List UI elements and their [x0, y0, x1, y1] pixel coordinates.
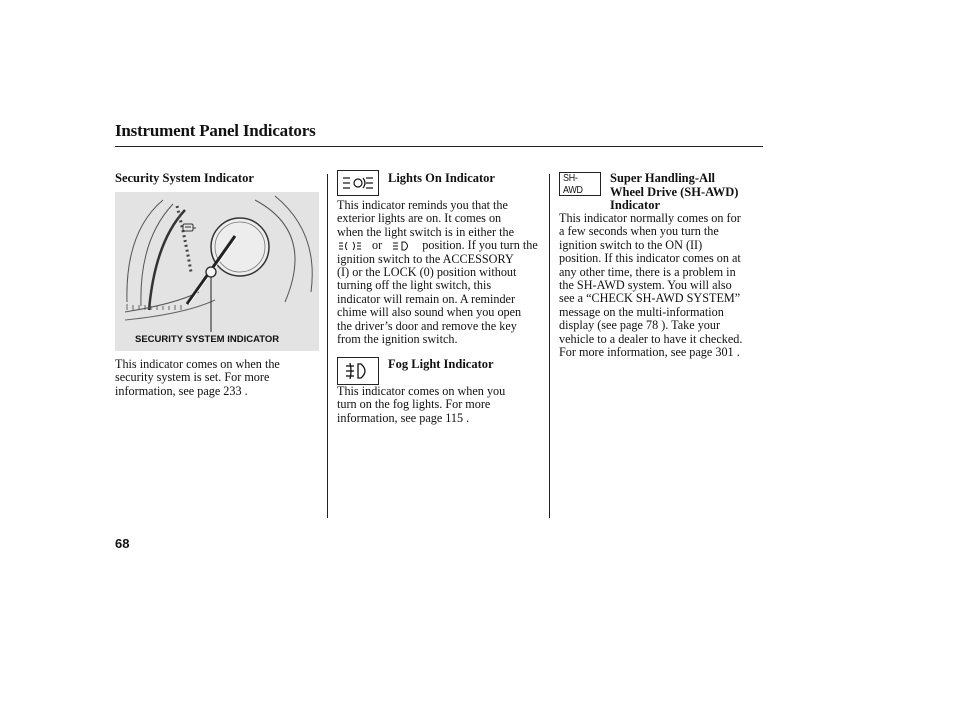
fog-light-heading: Fog Light Indicator: [388, 357, 494, 371]
body-line: This indicator normally comes on for: [559, 211, 741, 225]
body-line: indicator will remain on. A reminder: [337, 291, 516, 306]
body-line: vehicle to a dealer to have it checked.: [559, 331, 743, 346]
body-line: security system is set. For more: [115, 370, 270, 385]
body-line: chime will also sound when you open: [337, 305, 522, 320]
body-line: see a “CHECK SH-AWD SYSTEM”: [559, 291, 741, 306]
body-line: This indicator reminds you that the: [337, 198, 508, 212]
headlight-icon: [341, 174, 375, 192]
security-indicator-figure: [115, 192, 319, 351]
body-line: position. If this indicator comes on at: [559, 251, 741, 266]
body-line: from the ignition switch.: [337, 332, 458, 347]
body-line: exterior lights are on. It comes on: [337, 211, 502, 226]
heading-line: Indicator: [610, 198, 660, 212]
lights-on-heading: Lights On Indicator: [388, 171, 495, 185]
title-rule: [115, 146, 763, 147]
fog-light-icon: [343, 361, 373, 381]
fog-light-icon-box: [337, 357, 379, 385]
body-line: ignition switch to the ACCESSORY: [337, 251, 514, 266]
heading-line: Super Handling-All: [610, 171, 716, 185]
body-line: turning off the light switch, this: [337, 278, 492, 293]
body-line: (I) or the LOCK (0) position without: [337, 265, 517, 280]
heading-line: Wheel Drive (SH-AWD): [610, 184, 739, 199]
page-number: 68: [115, 536, 130, 551]
body-line: display (see page 78 ). Take your: [559, 318, 721, 333]
body-line: message on the multi-information: [559, 304, 724, 319]
body-line-with-icons: [337, 239, 538, 252]
body-line: This indicator comes on when you: [337, 384, 506, 398]
lights-on-icon-box: [337, 170, 379, 196]
parking-light-icon: [339, 241, 361, 251]
body-line: any other time, there is a problem in: [559, 264, 736, 279]
body-inline-tail: position. If you turn the: [422, 238, 538, 253]
body-line: the SH-AWD system. You will also: [559, 278, 732, 293]
body-line: turn on the fog lights. For more: [337, 397, 491, 412]
fog-light-body: [337, 385, 505, 425]
figure-caption: SECURITY SYSTEM INDICATOR: [135, 334, 280, 345]
sh-awd-icon-label: SH-AWD: [563, 172, 583, 196]
gauge-illustration: [115, 192, 319, 351]
security-heading: Security System Indicator: [115, 171, 254, 185]
column-divider-left: [327, 174, 328, 518]
body-line: the driver’s door and remove the key: [337, 318, 517, 333]
body-line: ignition switch to the ON (II): [559, 237, 703, 252]
security-body: [115, 358, 280, 398]
headlight-icon: [393, 241, 411, 251]
sh-awd-icon-box: [559, 172, 601, 196]
body-line: For more information, see page 301 .: [559, 345, 740, 360]
sh-awd-body: [559, 212, 742, 359]
body-line: information, see page 115 .: [337, 410, 470, 425]
body-line: information, see page 233 .: [115, 383, 248, 398]
body-line: This indicator comes on when the: [115, 357, 280, 371]
or-word: or: [372, 238, 383, 253]
lights-on-body: [337, 199, 538, 346]
body-line: a few seconds when you turn the: [559, 224, 719, 239]
sh-awd-heading: [610, 172, 738, 213]
body-line: when the light switch is in either the: [337, 224, 515, 239]
column-divider-right: [549, 174, 550, 518]
page-title: Instrument Panel Indicators: [115, 121, 316, 140]
